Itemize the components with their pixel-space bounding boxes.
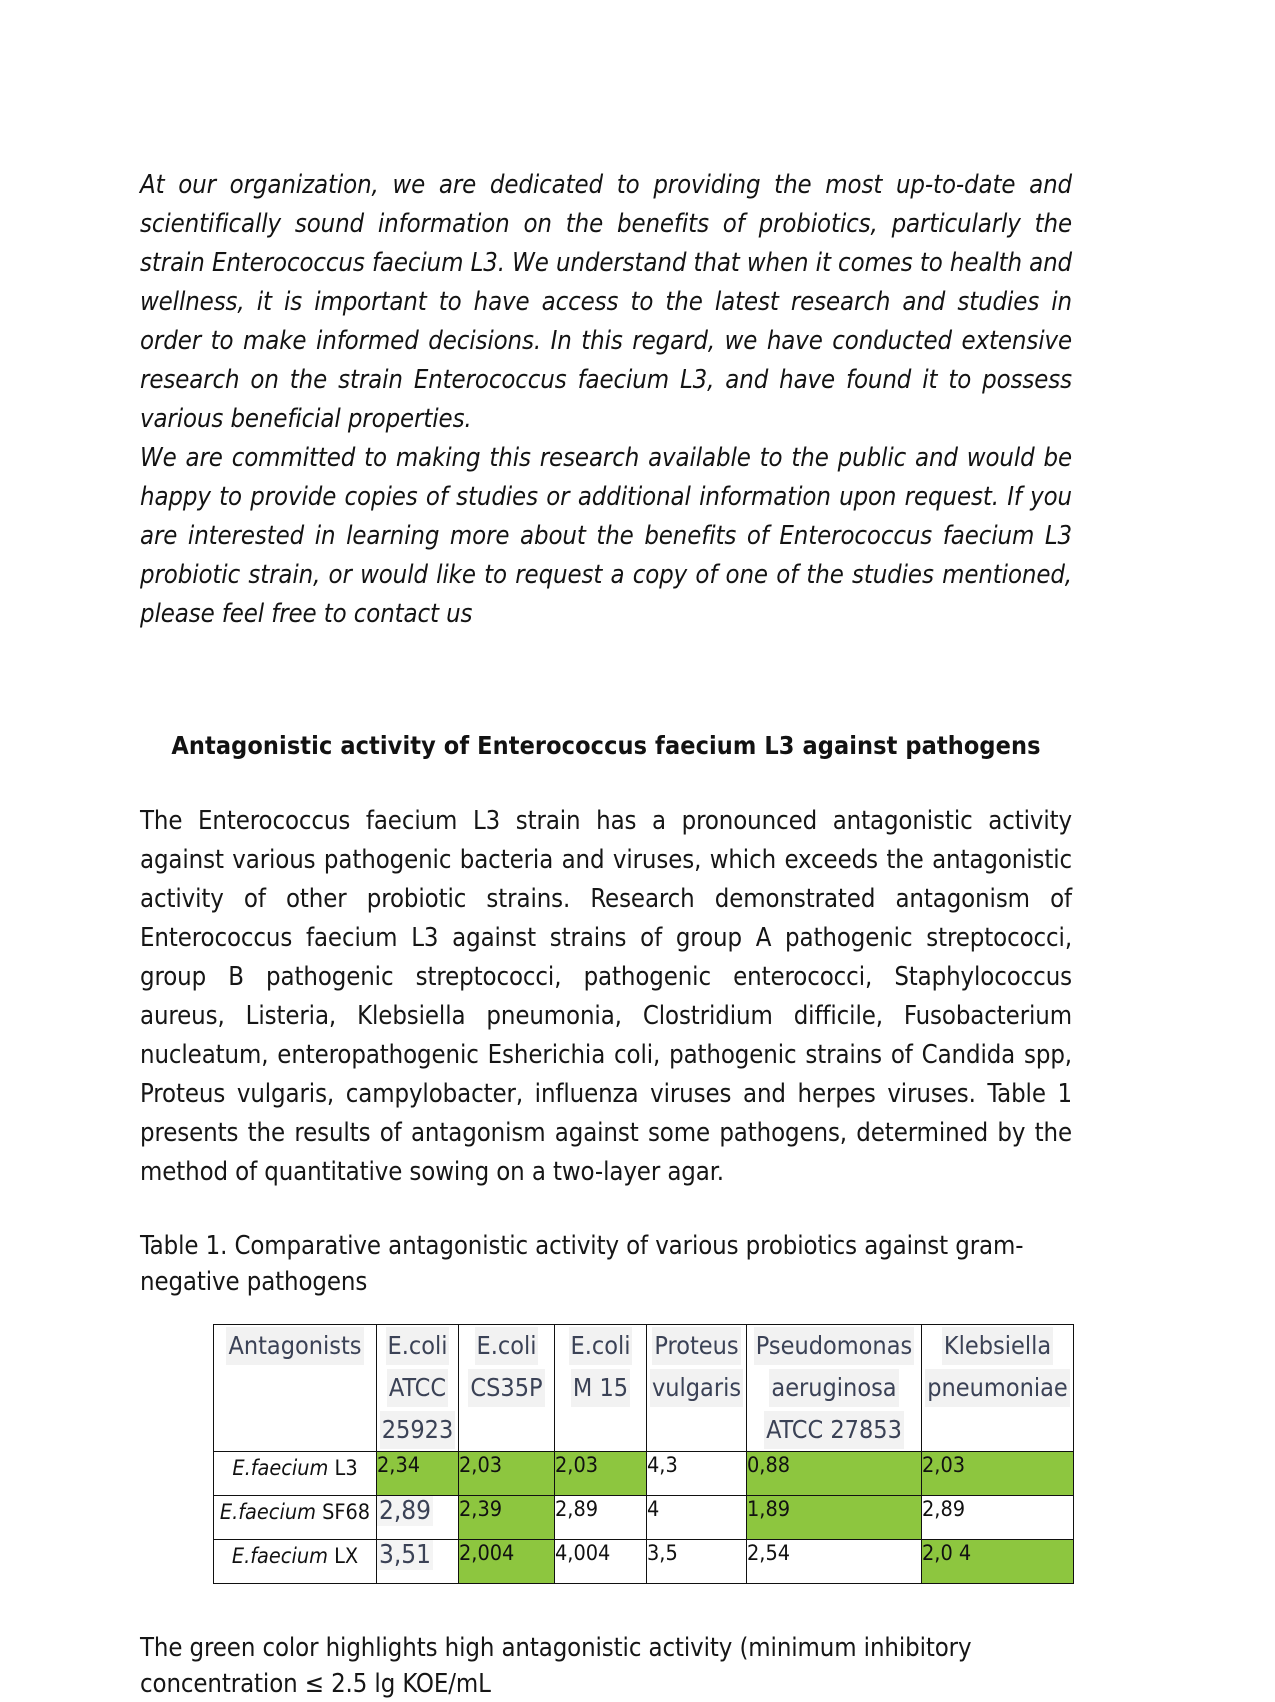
table-header-row xyxy=(214,1325,1074,1452)
table-cell: 2,004 xyxy=(459,1540,555,1584)
spacer-after-heading xyxy=(140,762,1072,802)
table-column-header xyxy=(922,1325,1074,1452)
table-cell: 4 xyxy=(647,1496,747,1540)
row-label-genus: E.faecium xyxy=(232,1456,329,1481)
table-column-header xyxy=(647,1325,747,1452)
table-column-header-line: E.coli xyxy=(475,1327,539,1365)
table-cell: 3,5 xyxy=(647,1540,747,1584)
table-cell-value: 3,51 xyxy=(379,1540,432,1570)
table-column-header-line: Proteus xyxy=(652,1327,740,1365)
table-column-header-line: M 15 xyxy=(571,1369,630,1407)
table-column-header-line: 25923 xyxy=(380,1411,456,1449)
table-container xyxy=(213,1324,1073,1584)
section-heading: Antagonistic activity of Enterococcus faecium L3 against pathogens xyxy=(171,731,1041,760)
table-cell: 1,89 xyxy=(747,1496,922,1540)
table-column-header-line: Antagonists xyxy=(226,1327,363,1365)
row-label-strain: SF68 xyxy=(315,1500,371,1525)
table-header xyxy=(214,1325,1074,1452)
table-cell: 2,89 xyxy=(922,1496,1074,1540)
spacer-before-table xyxy=(140,1300,1072,1324)
table-cell: 2,34 xyxy=(377,1452,459,1496)
table-cell: 2,03 xyxy=(555,1452,647,1496)
row-label-genus: E.faecium xyxy=(231,1544,328,1569)
table-cell-value: 2,89 xyxy=(379,1496,432,1526)
table-column-header xyxy=(555,1325,647,1452)
table-cell: 2,39 xyxy=(459,1496,555,1540)
intro-paragraph-1: At our organization, we are dedicated to providing the most up-to-date and scientifically sound information on the benefits of probiotics, particularly the strain Enterococcus faecium L3. We understand that when it comes to health and wellness, it is important to have access to the latest research and studies in order to make informed decisions. In this regard, we have conducted extensive research on the strain Enterococcus faecium L3, and have found it to possess various beneficial properties. xyxy=(140,170,1072,434)
body-paragraph-block xyxy=(140,802,1072,1192)
table-column-header-line: Klebsiella xyxy=(942,1327,1053,1365)
table-cell: 0,88 xyxy=(747,1452,922,1496)
table-column-header-line: aeruginosa xyxy=(769,1369,898,1407)
table-caption: Table 1. Comparative antagonistic activity of various probiotics against gram-negative pathogens xyxy=(140,1231,1024,1297)
table-cell: 2,03 xyxy=(459,1452,555,1496)
table-column-header-line: ATCC 27853 xyxy=(764,1411,904,1449)
table-cell: 2,03 xyxy=(922,1452,1074,1496)
table-footnote: The green color highlights high antagonistic activity (minimum inhibitory concentration ≤ 2.5 lg KOE/mL xyxy=(140,1633,972,1699)
document-content xyxy=(140,166,1072,1702)
table-cell xyxy=(377,1540,459,1584)
spacer-after-table xyxy=(140,1584,1072,1630)
table-cell: 2,54 xyxy=(747,1540,922,1584)
table-column-header xyxy=(377,1325,459,1452)
table-cell: 4,3 xyxy=(647,1452,747,1496)
row-label-strain: LX xyxy=(327,1544,359,1569)
table-row-label xyxy=(214,1540,377,1584)
table-column-header-line: E.coli xyxy=(569,1327,633,1365)
table-column-header-line: Pseudomonas xyxy=(754,1327,914,1365)
table-row xyxy=(214,1496,1074,1540)
table-row-label xyxy=(214,1496,377,1540)
table-column-header-line: CS35P xyxy=(468,1369,544,1407)
spacer-before-caption xyxy=(140,1192,1072,1228)
table-cell: 2,0 4 xyxy=(922,1540,1074,1584)
intro-paragraph-2: We are committed to making this research available to the public and would be happy to provide copies of studies or additional information upon request. If you are interested in learning more about the benefits of Enterococcus faecium L3 probiotic strain, or would like to request a copy of one of the studies mentioned, please feel free to contact us xyxy=(140,443,1072,629)
intro-block xyxy=(140,166,1072,634)
table-cell xyxy=(377,1496,459,1540)
table-cell: 2,89 xyxy=(555,1496,647,1540)
table-cell: 4,004 xyxy=(555,1540,647,1584)
spacer-after-intro xyxy=(140,634,1072,730)
table-column-header xyxy=(747,1325,922,1452)
table-column-header-line: pneumoniae xyxy=(925,1369,1069,1407)
table-column-header xyxy=(459,1325,555,1452)
row-label-strain: L3 xyxy=(328,1456,358,1481)
antagonistic-activity-table xyxy=(213,1324,1074,1584)
table-column-header-line: vulgaris xyxy=(650,1369,743,1407)
table-column-header-line: E.coli xyxy=(386,1327,450,1365)
table-column-header-line: ATCC xyxy=(387,1369,448,1407)
table-column-header xyxy=(214,1325,377,1452)
row-label-genus: E.faecium xyxy=(219,1500,316,1525)
table-row xyxy=(214,1452,1074,1496)
table-row xyxy=(214,1540,1074,1584)
table-row-label xyxy=(214,1452,377,1496)
body-paragraph: The Enterococcus faecium L3 strain has a pronounced antagonistic activity against various pathogenic bacteria and viruses, which exceeds the antagonistic activity of other probiotic strains. Research demonstrated antagonism of Enterococcus faecium L3 against strains of group A pathogenic streptococci, group B pathogenic streptococci, pathogenic enterococci, Staphylococcus aureus, Listeria, Klebsiella pneumonia, Clostridium difficile, Fusobacterium nucleatum, enteropathogenic Esherichia coli, pathogenic strains of Candida spp, Proteus vulgaris, campylobacter, influenza viruses and herpes viruses. Table 1 presents the results of antagonism against some pathogens, determined by the method of quantitative sowing on a two-layer agar. xyxy=(140,806,1072,1187)
table-body xyxy=(214,1452,1074,1584)
